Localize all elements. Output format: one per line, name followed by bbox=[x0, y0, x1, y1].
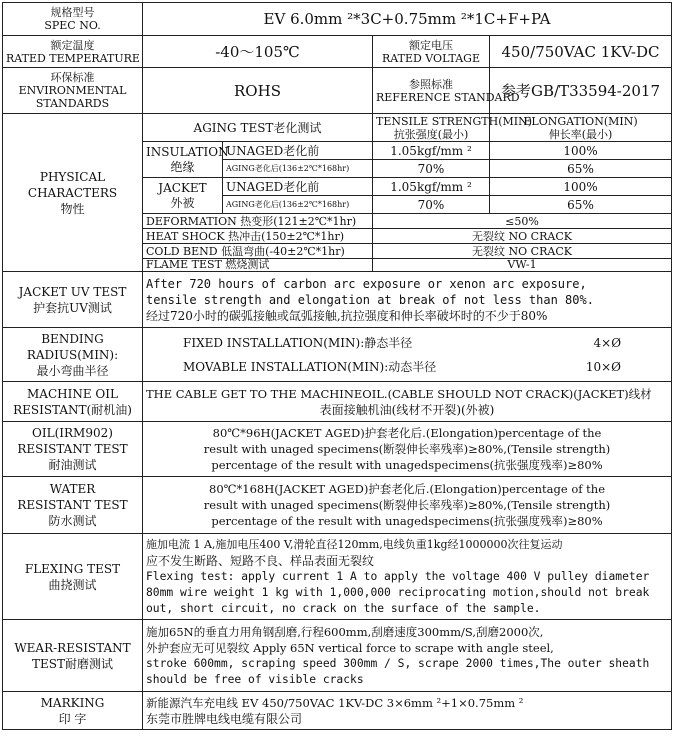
flame-value: VW-1 bbox=[373, 259, 672, 272]
jacket-uv-text: After 720 hours of carbon arc exposure or xenon arc exposure, tensile strength and elongation at break of not less than 80%. 经过720小时的碳弧接触或氙弧接触,抗拉强度和伸长率破坏时的不少于80% bbox=[143, 272, 672, 328]
rated-row bbox=[3, 36, 672, 68]
elongation-header: ELONGATION(MIN) 伸长率(最小) bbox=[490, 114, 672, 142]
jacket-uv-label: JACKET UV TEST 护套抗UV测试 bbox=[3, 272, 143, 328]
insulation-aged-label: AGING老化后(136±2℃*168hr) bbox=[223, 160, 373, 178]
rated-temperature-value: -40～105℃ bbox=[143, 36, 373, 68]
cold-bend-value: 无裂纹 NO CRACK bbox=[373, 244, 672, 259]
bending-fixed-label: FIXED INSTALLATION(MIN):静态半径 bbox=[183, 335, 413, 350]
rated-voltage-value: 450/750VAC 1KV-DC bbox=[490, 36, 672, 68]
insulation-aged-elongation: 65% bbox=[490, 160, 672, 178]
reference-value: 参考GB/T33594-2017 bbox=[490, 68, 672, 114]
deformation-value: ≤50% bbox=[373, 214, 672, 229]
machine-oil-label: MACHINE OIL RESISTANT(耐机油) bbox=[3, 382, 143, 422]
aging-test-header: AGING TEST老化测试 bbox=[143, 114, 373, 142]
jacket-unaged-tensile: 1.05kgf/mm ² bbox=[373, 178, 490, 196]
tensile-header: TENSILE STRENGTH(MIN) 抗张强度(最小) bbox=[373, 114, 490, 142]
spec-value: EV 6.0mm ²*3C+0.75mm ²*1C+F+PA bbox=[143, 3, 672, 36]
water-text: 80℃*168H(JACKET AGED)护套老化后.(Elongation)percentage of the result with unaged specimens(断裂伸长率残率)≥80%,(Tensile strength) percentage of the result with unagedspecimens(抗张强度残率)≥80% bbox=[143, 477, 672, 534]
wear-label: WEAR-RESISTANT TEST耐磨测试 bbox=[3, 620, 143, 692]
jacket-aged-label: AGING老化后(136±2℃*168hr) bbox=[223, 196, 373, 214]
spec-table bbox=[2, 2, 672, 730]
marking-text: 新能源汽车充电线 EV 450/750VAC 1KV-DC 3×6mm ²+1×0.75mm ² 东莞市胜牌电线电缆有限公司 bbox=[143, 692, 672, 730]
heat-shock-value: 无裂纹 NO CRACK bbox=[373, 229, 672, 244]
oil-irm902-text: 80℃*96H(JACKET AGED)护套老化后.(Elongation)percentage of the result with unaged specimens(断裂伸长率残率)≥80%,(Tensile strength) percentage of the result with unagedspecimens(抗张强度残率)≥80% bbox=[143, 422, 672, 477]
rated-voltage-label: 额定电压 RATED VOLTAGE bbox=[373, 36, 490, 68]
rated-temperature-label: 额定温度 RATED TEMPERATURE bbox=[3, 36, 143, 68]
insulation-label: INSULATION 绝缘 bbox=[143, 142, 223, 178]
heat-shock-label: HEAT SHOCK 热冲击(150±2℃*1hr) bbox=[143, 229, 373, 244]
spec-row bbox=[3, 3, 672, 36]
oil-irm902-label: OIL(IRM902) RESISTANT TEST 耐油测试 bbox=[3, 422, 143, 477]
physical-label: PHYSICAL CHARACTERS 物性 bbox=[3, 114, 143, 272]
reference-label: 参照标准 REFERENCE STANDARD bbox=[373, 68, 490, 114]
bending-row bbox=[3, 328, 672, 382]
wear-text: 施加65N的垂直力用角钢刮磨,行程600mm,刮磨速度300mm/S,刮磨2000次, 外护套应无可见裂纹 Apply 65N vertical force to scrape with angle steel, stroke 600mm, scraping speed 300mm / S, scrape 2000 times,The outer sheath should be free of visible cracks bbox=[143, 620, 672, 692]
spec-sheet bbox=[2, 2, 671, 744]
environmental-value: ROHS bbox=[143, 68, 373, 114]
insulation-aged-tensile: 70% bbox=[373, 160, 490, 178]
wear-row bbox=[3, 620, 672, 692]
bending-fixed-value: 4×Ø bbox=[593, 335, 622, 350]
insulation-unaged-label: UNAGED老化前 bbox=[223, 142, 373, 160]
standards-row bbox=[3, 68, 672, 114]
deformation-label: DEFORMATION 热变形(121±2℃*1hr) bbox=[143, 214, 373, 229]
cold-bend-label: COLD BEND 低温弯曲(-40±2℃*1hr) bbox=[143, 244, 373, 259]
flame-label: FLAME TEST 燃烧测试 bbox=[143, 259, 373, 272]
marking-label: MARKING 印 字 bbox=[3, 692, 143, 730]
jacket-unaged-label: UNAGED老化前 bbox=[223, 178, 373, 196]
flexing-label: FLEXING TEST 曲挠测试 bbox=[3, 534, 143, 620]
spec-label: 规格型号 SPEC NO. bbox=[3, 3, 143, 36]
oil-irm902-row bbox=[3, 422, 672, 477]
jacket-aged-tensile: 70% bbox=[373, 196, 490, 214]
bending-movable-value: 10×Ø bbox=[585, 359, 622, 374]
jacket-aged-elongation: 65% bbox=[490, 196, 672, 214]
bending-values bbox=[143, 328, 672, 382]
jacket-uv-row bbox=[3, 272, 672, 328]
physical-header-row bbox=[3, 114, 672, 142]
water-row bbox=[3, 477, 672, 534]
machine-oil-text: THE CABLE GET TO THE MACHINEOIL.(CABLE SHOULD NOT CRACK)(JACKET)线材 表面接触机油(线材不开裂)(外被) bbox=[143, 382, 672, 422]
jacket-unaged-elongation: 100% bbox=[490, 178, 672, 196]
insulation-unaged-tensile: 1.05kgf/mm ² bbox=[373, 142, 490, 160]
environmental-label: 环保标准 ENVIRONMENTAL STANDARDS bbox=[3, 68, 143, 114]
marking-row bbox=[3, 692, 672, 730]
water-label: WATER RESISTANT TEST 防水测试 bbox=[3, 477, 143, 534]
flexing-text: 施加电流 1 A,施加电压400 V,滑轮直径120mm,电线负重1kg经1000000次往复运动 应不发生断路、短路不良、样品表面无裂纹 Flexing test: apply current 1 A to apply the voltage 400 V pulley diameter 80mm wire weight 1 kg with 1,000,000 reciprocating motion,should not break out, short circuit, no crack on the surface of the sample. bbox=[143, 534, 672, 620]
insulation-unaged-elongation: 100% bbox=[490, 142, 672, 160]
jacket-label: JACKET 外被 bbox=[143, 178, 223, 214]
machine-oil-row bbox=[3, 382, 672, 422]
bending-movable-label: MOVABLE INSTALLATION(MIN):动态半径 bbox=[183, 359, 437, 374]
bending-label: BENDING RADIUS(MIN): 最小弯曲半径 bbox=[3, 328, 143, 382]
flexing-row bbox=[3, 534, 672, 620]
